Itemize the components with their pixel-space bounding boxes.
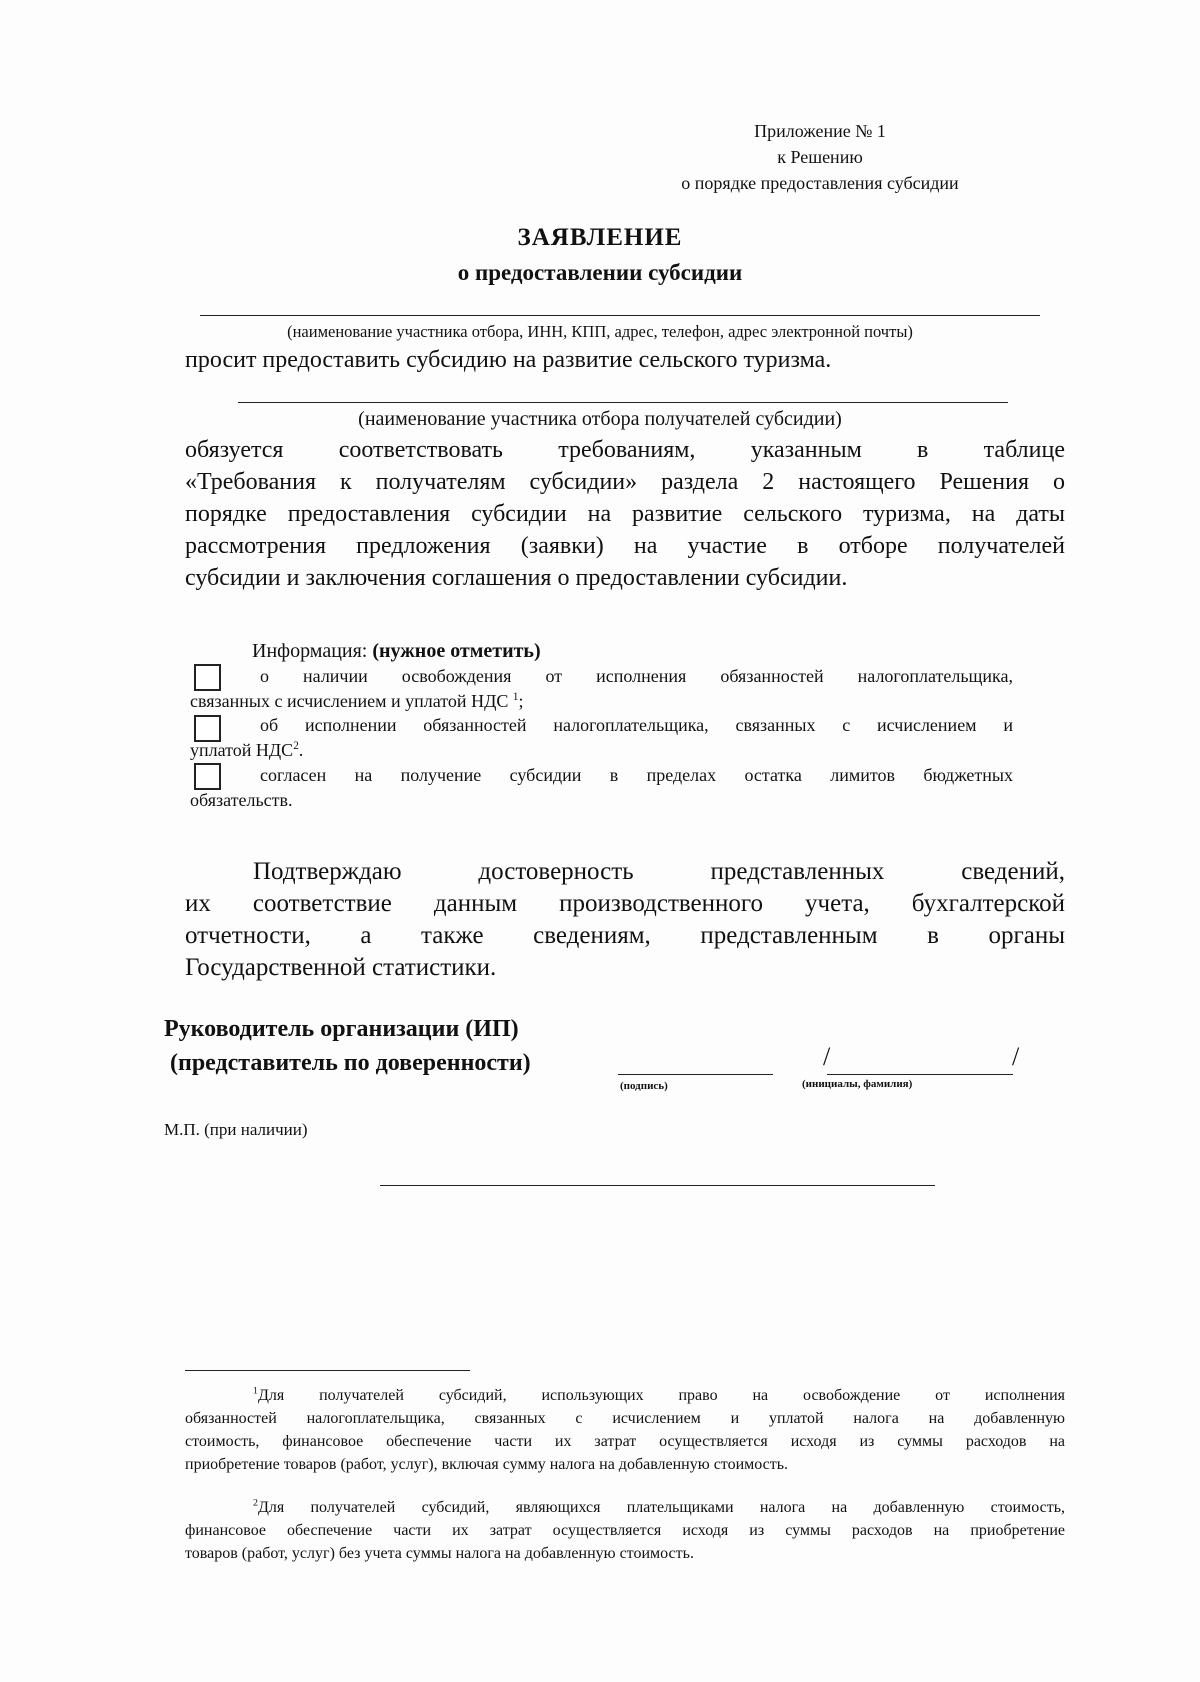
- name-field-slash-right: /: [1012, 1042, 1020, 1071]
- option-budget-limits: [190, 763, 1013, 813]
- footnote-2-mark: 2: [253, 1497, 258, 1509]
- footnote-2-line-3: товаров (работ, услуг) без учета суммы налога на добавленную стоимость.: [185, 1545, 694, 1562]
- applicant-name-field[interactable]: [200, 315, 1040, 316]
- obligation-line-5: субсидии и заключения соглашения о предоставлении субсидии.: [185, 565, 848, 591]
- footnote-ref-1: 1: [512, 691, 519, 703]
- blank-line: [380, 1185, 935, 1186]
- confirmation-line-3: отчетности, а также сведениям, представленным в органы: [185, 922, 1065, 949]
- name-field[interactable]: [827, 1074, 1013, 1075]
- option-vat-payer: [190, 713, 1013, 763]
- option-1-line-1: о наличии освобождения от исполнения обязанностей налогоплательщика,: [260, 666, 1013, 686]
- option-1-line-2: связанных с исчислением и уплатой НДС $^1$;: [190, 691, 524, 711]
- option-3-line-1: согласен на получение субсидии в пределах остатка лимитов бюджетных: [260, 765, 1013, 785]
- signer-role-line-1: Руководитель организации (ИП): [164, 1016, 519, 1042]
- signature-caption: (подпись): [620, 1080, 668, 1092]
- footnote-separator: [185, 1370, 470, 1371]
- option-2-line-1: об исполнении обязанностей налогоплательщика, связанных с исчислением и: [260, 715, 1013, 735]
- info-label: Информация:: [252, 640, 373, 662]
- option-2-line-2: уплатой НДС$^2$.: [190, 740, 304, 760]
- footnote-1-line-2: обязанностей налогоплательщика, связанных с исчислением и уплатой налога на добавленную: [185, 1410, 1065, 1427]
- footnote-1-mark: 1: [253, 1385, 258, 1397]
- appendix-line-1: Приложение № 1: [754, 121, 886, 141]
- obligation-paragraph: [185, 434, 1065, 594]
- obligation-line-3: порядке предоставления субсидии на развитие сельского туризма, на даты: [185, 501, 1065, 527]
- recipient-caption: (наименование участника отбора получателей субсидии): [358, 408, 842, 430]
- request-text: [185, 344, 1065, 376]
- footnote-2-line-1: $^2$Для получателей субсидий, являющихся плательщиками налога на добавленную стоимость,: [253, 1497, 1065, 1516]
- name-field-slash-left: /: [823, 1042, 831, 1071]
- obligation-line-4: рассмотрения предложения (заявки) на участие в отборе получателей: [185, 533, 1065, 559]
- appendix-line-2: к Решению: [777, 147, 863, 167]
- info-label-bold: (нужное отметить): [372, 640, 541, 662]
- recipient-name-field[interactable]: [238, 402, 1008, 403]
- footnote-1-line-4: приобретение товаров (работ, услуг), включая сумму налога на добавленную стоимость.: [185, 1456, 789, 1473]
- footnote-1-line-3: стоимость, финансовое обеспечение части их затрат осуществляется исходя из суммы расходов на: [185, 1433, 1065, 1450]
- confirmation-line-4: Государственной статистики.: [185, 954, 497, 981]
- info-heading: [252, 640, 541, 663]
- footnote-1: [185, 1384, 1065, 1476]
- seal-note: М.П. (при наличии): [164, 1120, 308, 1139]
- confirmation-line-2: их соответствие данным производственного учета, бухгалтерской: [185, 890, 1065, 917]
- obligation-line-1: обязуется соответствовать требованиям, указанным в таблице: [185, 437, 1065, 463]
- name-caption: (инициалы, фамилия): [802, 1078, 913, 1090]
- footnote-ref-2: 2: [293, 740, 299, 752]
- option-3-line-2: обязательств.: [190, 790, 293, 810]
- document-subtitle: о предоставлении субсидии: [457, 260, 743, 285]
- appendix-header: [630, 118, 1010, 196]
- footnote-2: [185, 1496, 1065, 1565]
- applicant-caption: (наименование участника отбора, ИНН, КПП, адрес, телефон, адрес электронной почты): [287, 322, 913, 341]
- signer-role-line-2: (представитель по доверенности): [170, 1050, 531, 1076]
- option-vat-exemption: [190, 664, 1013, 714]
- footnote-1-line-1: $^1$Для получателей субсидий, использующих право на освобождение от исполнения: [253, 1385, 1065, 1404]
- confirmation-paragraph: [185, 856, 1065, 984]
- document-title: ЗАЯВЛЕНИЕ: [517, 224, 683, 251]
- signature-field[interactable]: [618, 1074, 773, 1075]
- footnote-2-line-2: финансовое обеспечение части их затрат осуществляется исходя из суммы расходов на приобретение: [185, 1522, 1065, 1539]
- obligation-line-2: «Требования к получателям субсидии» раздела 2 настоящего Решения о: [185, 469, 1065, 495]
- request-line: просит предоставить субсидию на развитие сельского туризма.: [185, 347, 832, 373]
- appendix-line-3: о порядке предоставления субсидии: [681, 173, 959, 193]
- confirmation-line-1: Подтверждаю достоверность представленных сведений,: [253, 858, 1065, 885]
